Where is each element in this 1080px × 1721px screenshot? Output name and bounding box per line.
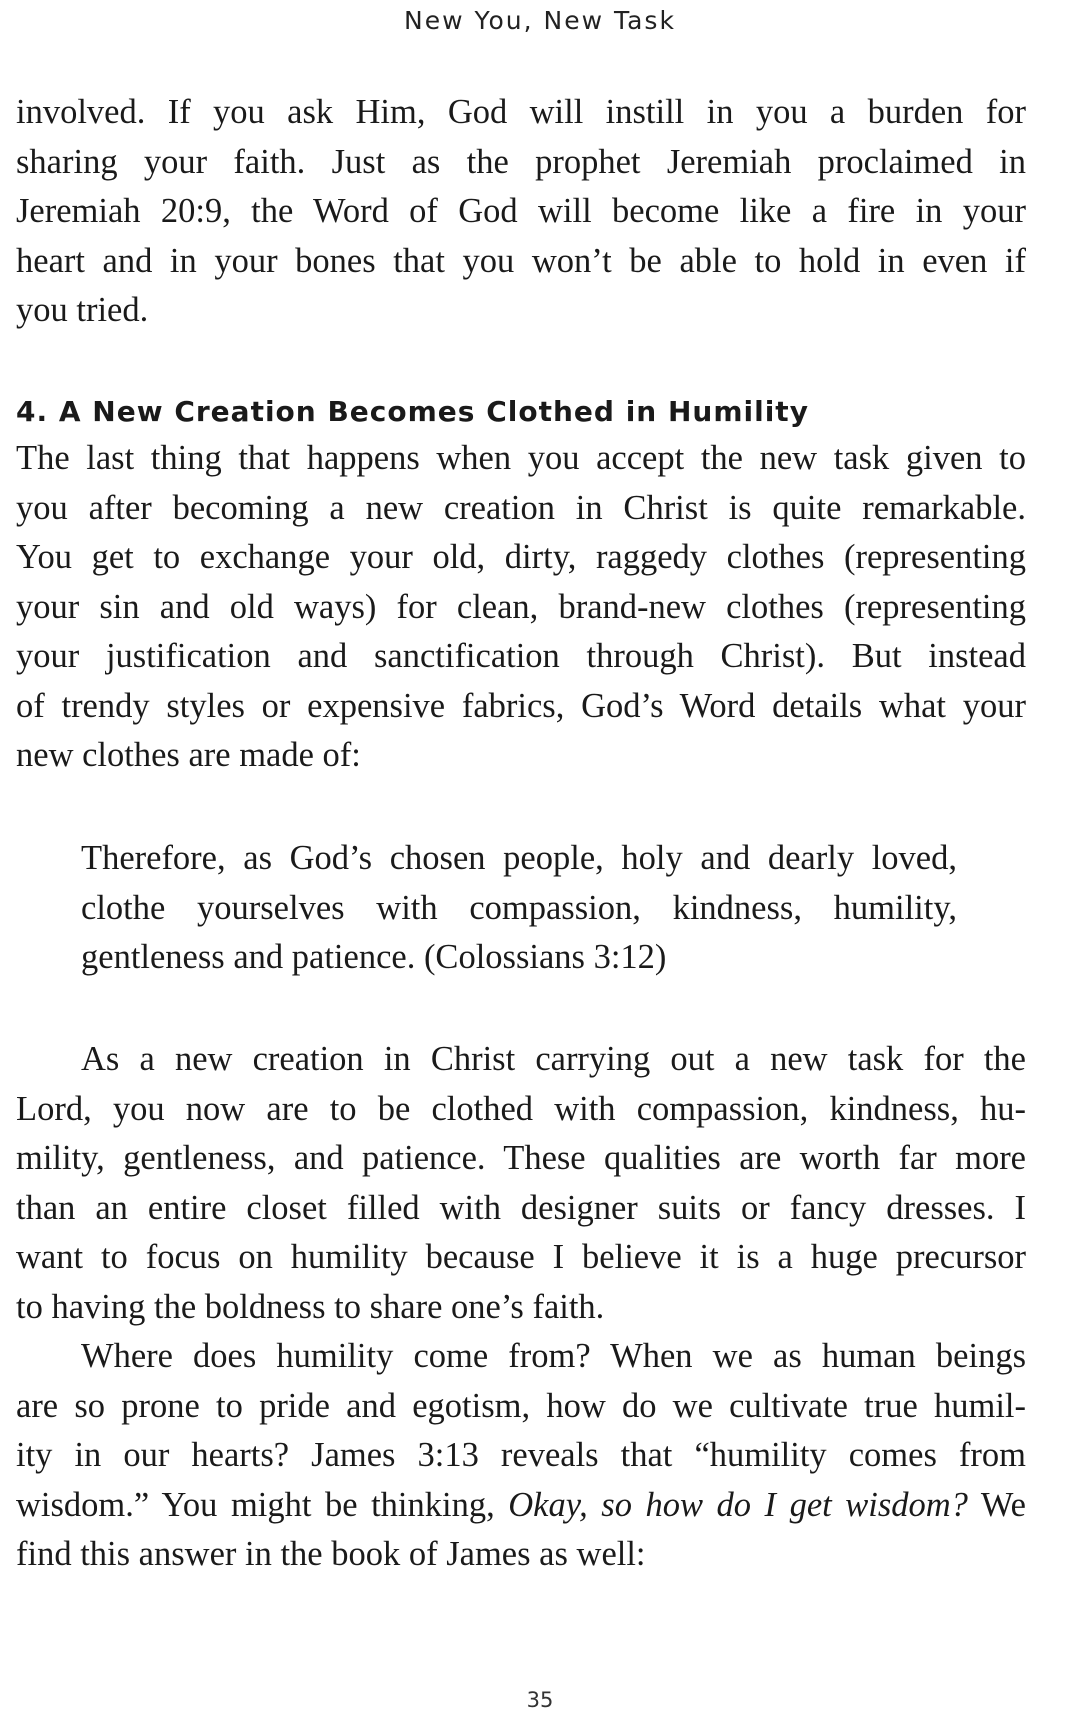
- text-line: are so prone to pride and egotism, how do we cultivate true humil-: [16, 1386, 1026, 1425]
- text-line: sharing your faith. Just as the prophet Jeremiah proclaimed in: [16, 142, 1026, 181]
- paragraph-4: [16, 1332, 1026, 1580]
- quote-line: gentleness and patience. (Colossians 3:12): [81, 938, 667, 976]
- text-line: involved. If you ask Him, God will instill in you a burden for: [16, 93, 1026, 131]
- text-line: mility, gentleness, and patience. These qualities are worth far more: [16, 1139, 1026, 1177]
- text-line: want to focus on humility because I believe it is a huge precursor: [16, 1238, 1026, 1276]
- section-4: [16, 390, 1026, 781]
- text-segment: We: [980, 1485, 1026, 1524]
- text-line: you after becoming a new creation in Christ is quite remarkable.: [16, 488, 1026, 527]
- text-line: Lord, you now are to be clothed with compassion, kindness, hu-: [16, 1089, 1026, 1128]
- text-line: your sin and old ways) for clean, brand-new clothes (representing: [16, 587, 1026, 626]
- page-number: 35: [526, 1688, 554, 1712]
- text-line: new clothes are made of:: [16, 736, 361, 774]
- text-line: find this answer in the book of James as well:: [16, 1535, 646, 1573]
- quote-line: clothe yourselves with compassion, kindness, humility,: [81, 888, 957, 927]
- text-line: than an entire closet filled with designer suits or fancy dresses. I: [16, 1188, 1026, 1227]
- paragraph-continued: [16, 88, 1026, 336]
- text-line: heart and in your bones that you won’t be able to hold in even if: [16, 241, 1026, 280]
- running-head: New You, New Task: [404, 6, 676, 35]
- text-segment: wisdom.” You might be thinking,: [16, 1485, 495, 1524]
- section-heading: 4. A New Creation Becomes Clothed in Humility: [16, 395, 809, 428]
- text-line: You get to exchange your old, dirty, raggedy clothes (representing: [16, 538, 1026, 576]
- text-line: you tried.: [16, 291, 149, 329]
- text-line: ity in our hearts? James 3:13 reveals that “humility comes from: [16, 1436, 1026, 1474]
- text-line: The last thing that happens when you accept the new task given to: [16, 439, 1026, 477]
- quote-line: Therefore, as God’s chosen people, holy and dearly loved,: [81, 839, 957, 877]
- text-line: to having the boldness to share one’s faith.: [16, 1287, 605, 1326]
- block-quote: [81, 834, 957, 983]
- paragraph-3: [16, 1035, 1026, 1332]
- text-line: Jeremiah 20:9, the Word of God will become like a fire in your: [16, 192, 1026, 230]
- text-line-with-italic: [16, 1481, 1026, 1531]
- italic-thought: Okay, so how do I get wisdom?: [508, 1485, 968, 1524]
- text-line: As a new creation in Christ carrying out a new task for the: [81, 1040, 1026, 1078]
- text-line: of trendy styles or expensive fabrics, God’s Word details what your: [16, 686, 1026, 725]
- text-line: your justification and sanctification through Christ). But instead: [16, 637, 1026, 675]
- text-line: Where does humility come from? When we as human beings: [81, 1337, 1026, 1375]
